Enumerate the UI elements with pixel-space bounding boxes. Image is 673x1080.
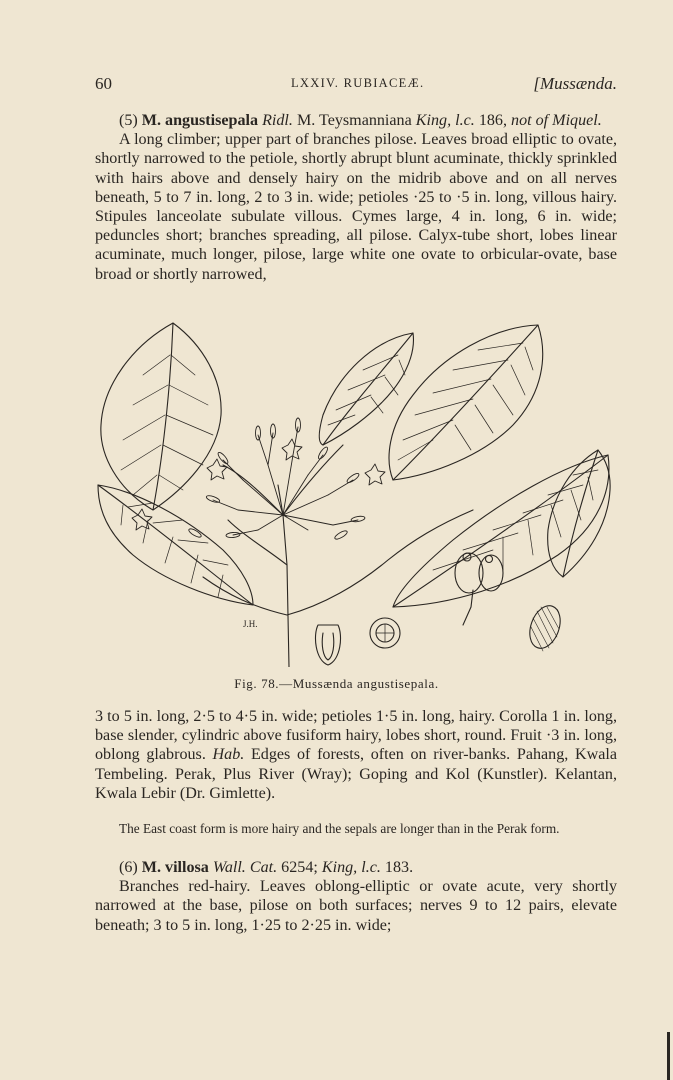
continuation-main: 3 to 5 in. long, 2·5 to 4·5 in. wide; petioles 1·5 in. long, hairy. Corolla 1 in. long, base slender, cylindric above fusiform hairy, lobes short, round. Fruit ·3 in. long, oblong glabrous. xyxy=(95,708,617,764)
species-name: M. angustisepala xyxy=(141,112,259,129)
fruit-longitudinal-section xyxy=(315,625,340,665)
not-of-note: not of Miquel. xyxy=(511,112,602,129)
continuation-paragraph xyxy=(95,707,617,803)
species-5-heading xyxy=(95,111,617,130)
species-authority: Wall. Cat. xyxy=(212,859,278,876)
inflorescence xyxy=(132,418,385,541)
synonym-name: M. Teysmanniana xyxy=(296,112,412,129)
species-5-note: The East coast form is more hairy and the sepals are longer than in the Perak form. xyxy=(119,821,560,836)
species-number: (5) xyxy=(119,112,138,129)
synonym-page: 186, xyxy=(478,112,507,129)
reference-author: King, l.c. xyxy=(321,859,381,876)
species-name: M. villosa xyxy=(141,859,209,876)
synonym-author: King, l.c. xyxy=(415,112,475,129)
species-5-description: A long climber; upper part of branches pilose. Leaves broad elliptic to ovate, shortly narrowed to the petiole, shortly abrupt blunt acuminate, thickly sprinkled with hairs above and densely hairy on the midrib above and on all nerves beneath, 5 to 7 in. long, 2 to 3 in. wide; petioles ·25 to ·5 in. long, villous hairy. Stipules lanceolate subulate villous. Cymes large, 4 in. long, 6 in. wide; peduncles short; branches spreading, all pilose. Calyx-tube short, lobes linear acuminate, much longer, pilose, large white one ovate to orbicular-ovate, base broad or shortly narrowed, xyxy=(95,131,617,283)
species-6-description: Branches red-hairy. Leaves oblong-elliptic or ovate acute, very shortly narrowed at the base, pilose on both surfaces; nerves 9 to 12 pairs, elevate beneath; 3 to 5 in. long, 1·25 to 2·25 in. wide; xyxy=(95,878,617,934)
leaf-upper-left xyxy=(101,323,221,510)
species-number: (6) xyxy=(119,859,138,876)
species-6-heading xyxy=(95,858,617,877)
fruit-cluster xyxy=(455,553,503,625)
catalogue-number: 6254; xyxy=(281,859,318,876)
habitat-text: Edges of forests, often on river-banks. Pahang, Kwala Tembeling. Perak, Plus River (Wray); Goping and Kol (Kunstler). Kelantan, Kwala Lebir (Dr. Gimlette). xyxy=(95,746,617,802)
page-edge-mark xyxy=(667,1032,670,1080)
illustrator-initials: J.H. xyxy=(243,619,258,629)
species-5-entry xyxy=(95,111,617,284)
fruit-cross-section xyxy=(370,618,400,648)
species-authority: Ridl. xyxy=(262,112,293,129)
botanical-illustration xyxy=(93,315,617,667)
section-title: LXXIV. RUBIACEÆ. xyxy=(291,76,425,90)
species-5-continuation xyxy=(95,707,617,803)
page-number: 60 xyxy=(95,74,112,93)
running-header xyxy=(95,74,617,98)
species-6-entry xyxy=(95,858,617,935)
leaf-upper-right xyxy=(389,325,543,480)
reference-page: 183. xyxy=(384,859,414,876)
hab-label: Hab. xyxy=(212,746,245,764)
genus-heading: [Mussænda. xyxy=(533,74,617,93)
seed-detail xyxy=(524,602,565,653)
figure-caption: Fig. 78.—Mussænda angustisepala. xyxy=(234,676,439,691)
